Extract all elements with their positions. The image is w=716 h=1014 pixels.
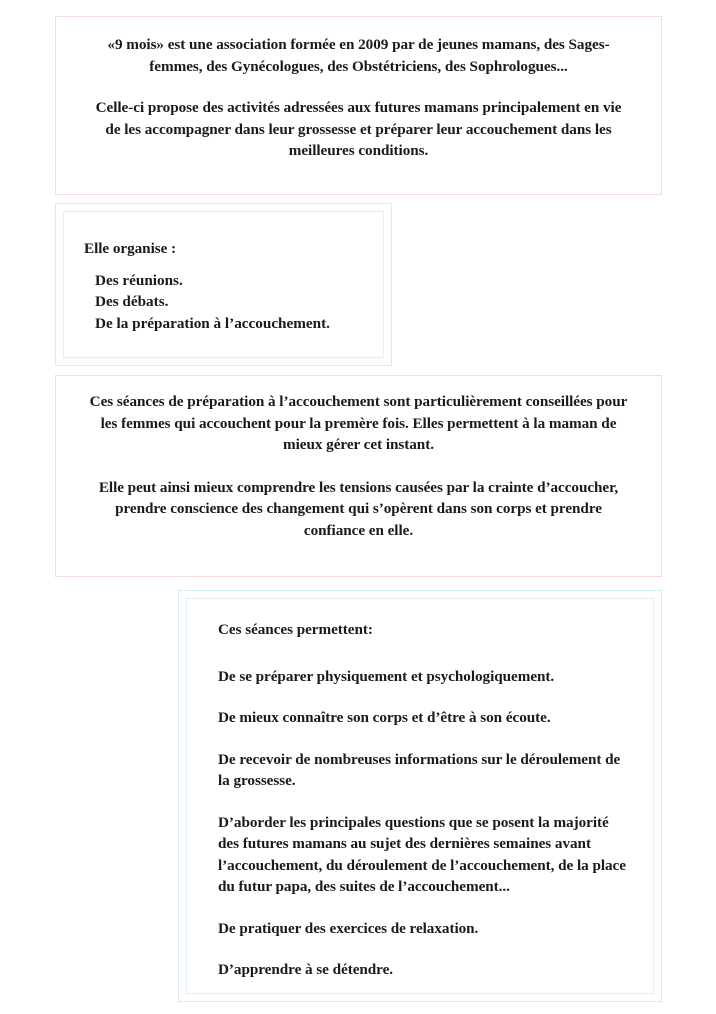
organise-box-inner-border <box>63 211 384 358</box>
permettent-box-inner-border <box>186 598 654 994</box>
list-item: Des débats. <box>95 293 169 310</box>
list-item: De recevoir de nombreuses informations sur le déroulement de la grossesse. <box>218 750 621 789</box>
list-item: De la préparation à l’accouchement. <box>95 314 330 332</box>
seances-box <box>55 375 662 577</box>
permettent-heading: Ces séances permettent: <box>218 621 373 638</box>
seances-paragraph-1: Ces séances de préparation à l’accouchement sont particulièrement conseillées pour les femmes qui accouchent pour la premère fois. Elles permettent à la maman de mieux gérer cet instant. <box>89 393 628 453</box>
seances-box-content <box>56 376 661 576</box>
intro-paragraph-1: «9 mois» est une association formée en 2009 par de jeunes mamans, des Sages-femmes, des Gynécologues, des Obstétriciens, des Sophrologues... <box>107 36 610 75</box>
intro-paragraph-2: Celle-ci propose des activités adressées aux futures mamans principalement en vie de les accompagner dans leur grossesse et préparer leur accouchement dans les meilleures conditions. <box>95 99 622 159</box>
intro-box <box>55 16 662 195</box>
organise-list <box>84 270 363 335</box>
seances-paragraph-2: Elle peut ainsi mieux comprendre les tensions causées par la crainte d’accoucher, prendre conscience des changement qui s’opèrent dans son corps et prendre confiance en elle. <box>98 478 619 539</box>
organise-heading: Elle organise : <box>84 240 177 257</box>
list-item: De pratiquer des exercices de relaxation. <box>218 919 479 937</box>
list-item: De mieux connaître son corps et d’être à son écoute. <box>218 709 551 726</box>
list-item: Des réunions. <box>95 271 183 289</box>
seances-paragraph-spacer <box>83 456 634 477</box>
organise-box-content <box>64 212 383 357</box>
permettent-box <box>178 590 662 1002</box>
list-item: De se préparer physiquement et psychologiquement. <box>218 667 555 685</box>
intro-paragraph-spacer <box>87 77 630 97</box>
list-item: D’aborder les principales questions que se posent la majorité des futures mamans au sujet des dernières semaines avant l’accouchement, du déroulement de l’accouchement, de la place du futur papa, des suites de l’accouchement... <box>218 813 626 895</box>
intro-box-content <box>56 17 661 194</box>
organise-box <box>55 203 392 366</box>
permettent-box-content <box>187 599 653 993</box>
list-item: D’apprendre à se détendre. <box>218 961 394 978</box>
